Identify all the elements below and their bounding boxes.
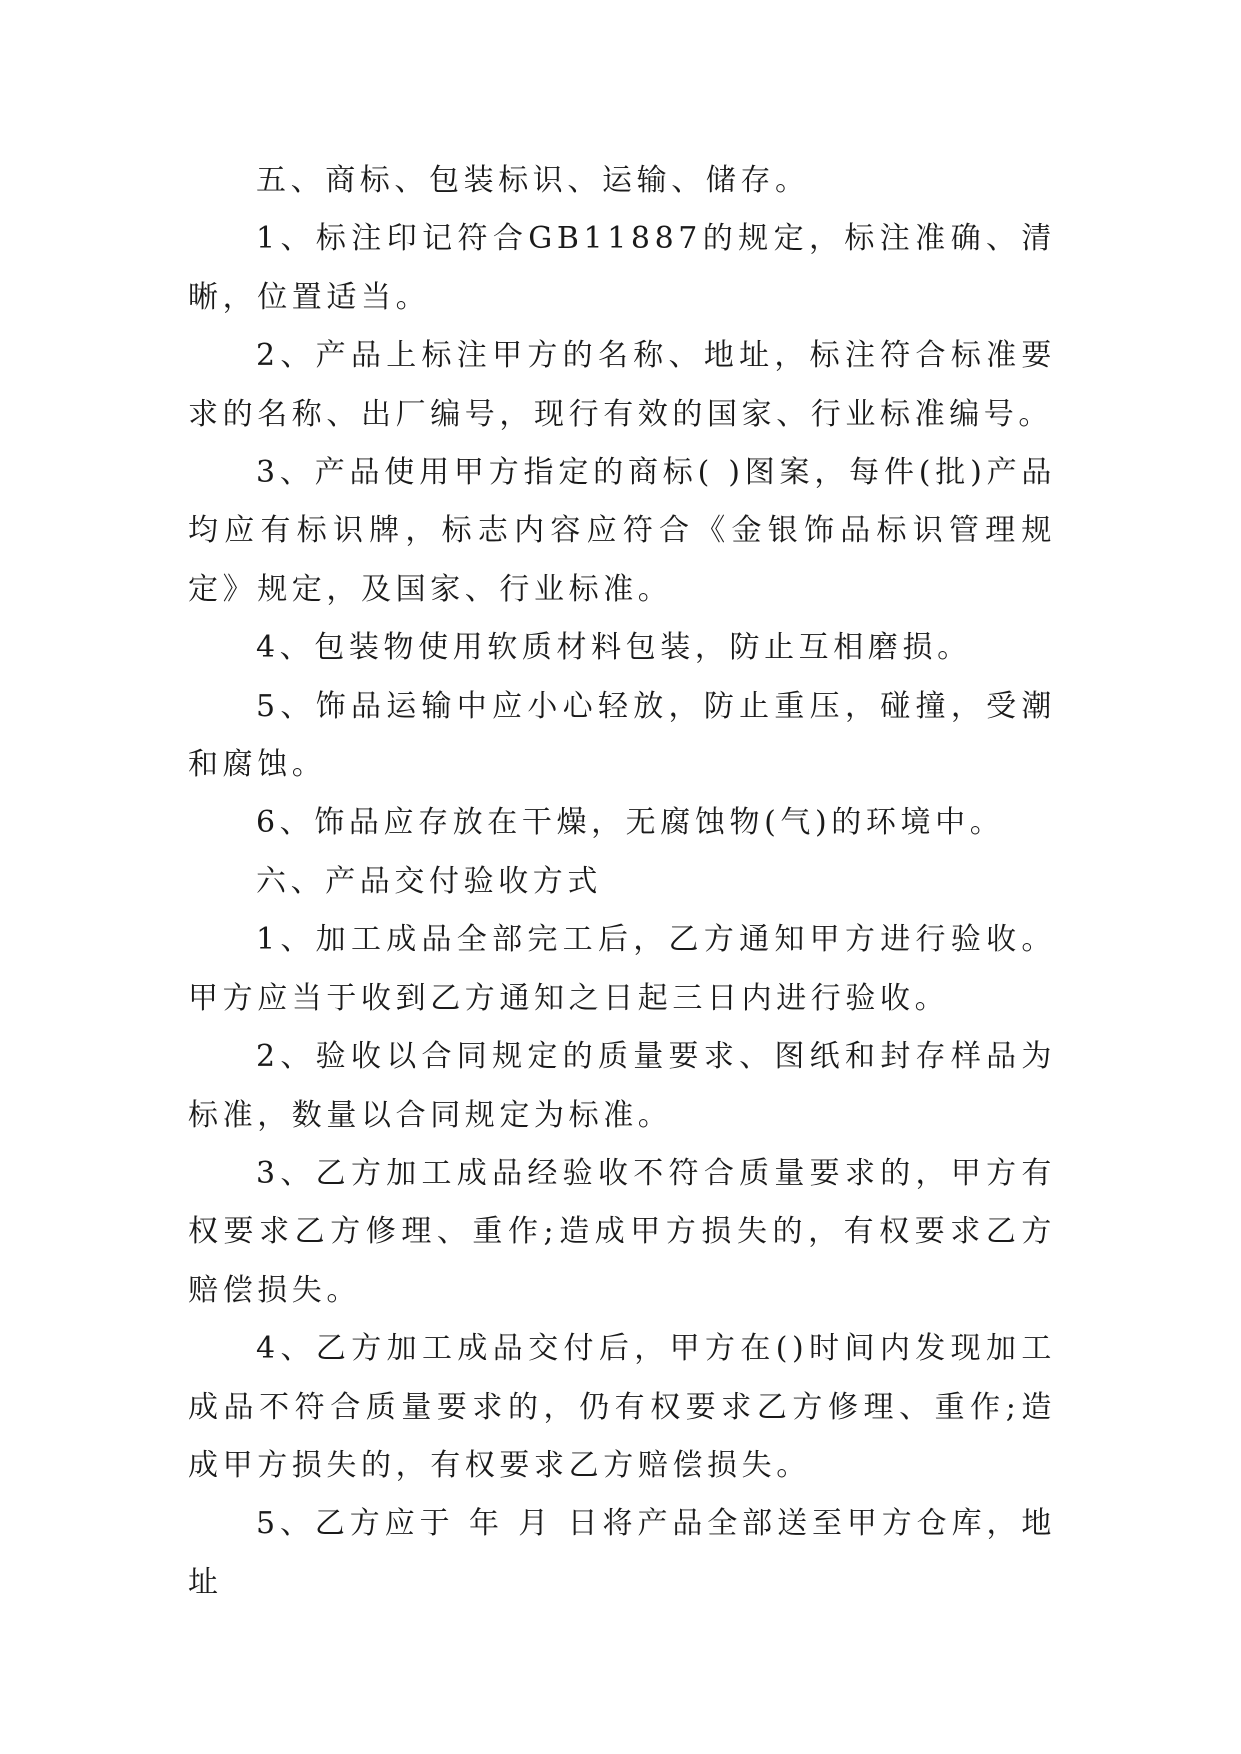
section-heading-delivery: 六、产品交付验收方式 [256,863,602,899]
document-page [188,152,1056,1612]
clause-paragraph: 5、乙方应于 年 月 日将产品全部送至甲方仓库，地址 [188,1506,1056,1600]
clause-paragraph: 4、包装物使用软质材料包装，防止互相磨损。 [256,630,972,666]
clause-paragraph: 3、乙方加工成品经验收不符合质量要求的，甲方有权要求乙方修理、重作;造成甲方损失的，有权要求乙方赔偿损失。 [188,1155,1056,1308]
section-heading-trademark: 五、商标、包装标识、运输、储存。 [256,163,810,198]
clause-paragraph: 2、验收以合同规定的质量要求、图纸和封存样品为标准，数量以合同规定为标准。 [188,1039,1056,1133]
clause-paragraph: 2、产品上标注甲方的名称、地址，标注符合标准要求的名称、出厂编号，现行有效的国家、行业标准编号。 [188,338,1056,432]
clause-paragraph: 1、标注印记符合GB11887的规定，标注准确、清晰，位置适当。 [188,221,1056,315]
clause-paragraph: 3、产品使用甲方指定的商标( )图案，每件(批)产品均应有标识牌，标志内容应符合《金银饰品标识管理规定》规定，及国家、行业标准。 [188,455,1056,607]
clause-paragraph: 4、乙方加工成品交付后，甲方在()时间内发现加工成品不符合质量要求的，仍有权要求乙方修理、重作;造成甲方损失的，有权要求乙方赔偿损失。 [188,1331,1056,1483]
clause-paragraph: 6、饰品应存放在干燥，无腐蚀物(气)的环境中。 [256,805,1005,841]
clause-paragraph: 1、加工成品全部完工后，乙方通知甲方进行验收。甲方应当于收到乙方通知之日起三日内进行验收。 [188,922,1056,1016]
clause-paragraph: 5、饰品运输中应小心轻放，防止重压，碰撞，受潮和腐蚀。 [188,688,1056,783]
